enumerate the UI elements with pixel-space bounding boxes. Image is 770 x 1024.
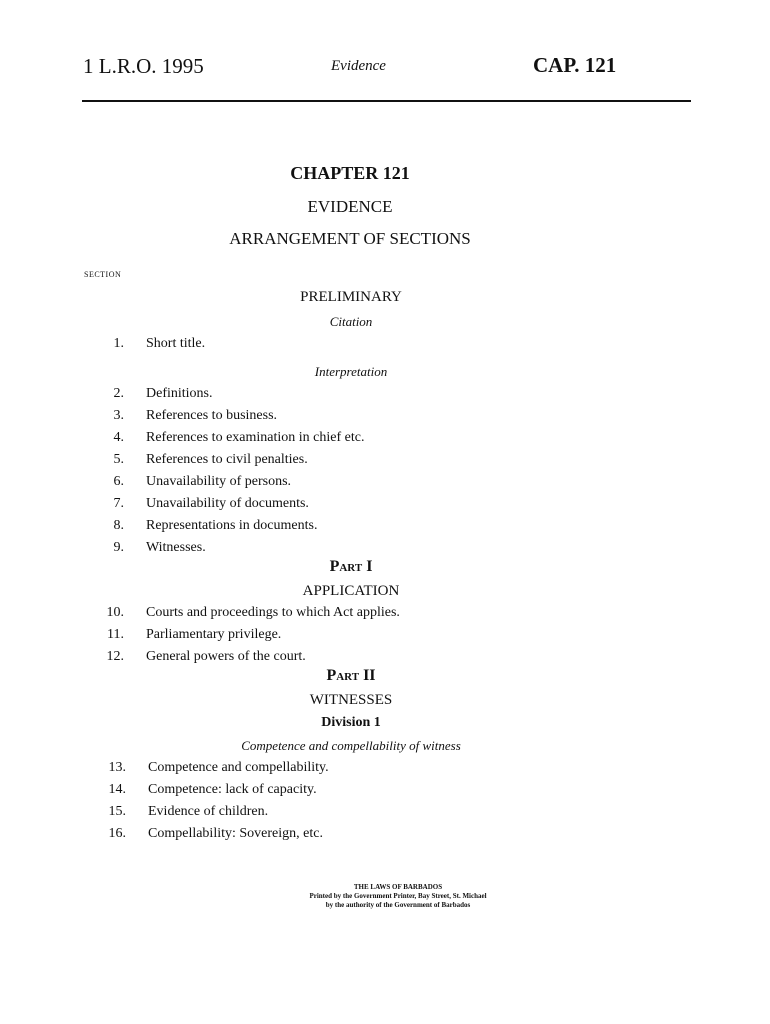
heading-competence: Competence and compellability of witness: [241, 738, 461, 753]
subject-title: EVIDENCE: [307, 197, 393, 216]
item-text: Evidence of children.: [148, 804, 269, 819]
item-text: Competence: lack of capacity.: [148, 782, 317, 797]
heading-interpretation: Interpretation: [314, 364, 388, 379]
heading-preliminary: PRELIMINARY: [300, 289, 402, 305]
chapter-title: CHAPTER 121: [290, 163, 410, 183]
item-text: Witnesses.: [146, 540, 206, 555]
header-left-lro: 1 L.R.O. 1995: [83, 54, 204, 78]
footer-laws-of-barbados: THE LAWS OF BARBADOS: [353, 883, 443, 891]
item-number: 15.: [108, 804, 126, 819]
heading-part-1: Part I: [329, 558, 373, 575]
item-text: General powers of the court.: [146, 649, 306, 664]
item-number: 9.: [113, 540, 124, 555]
item-number: 16.: [108, 826, 126, 841]
arrangement-title: ARRANGEMENT OF SECTIONS: [229, 229, 471, 248]
footer-authority: by the authority of the Government of Barbados: [325, 901, 471, 909]
item-number: 13.: [108, 760, 126, 775]
item-text: Parliamentary privilege.: [146, 627, 282, 642]
header-rule: [82, 100, 691, 102]
item-number: 2.: [113, 386, 124, 401]
item-number: 7.: [113, 496, 124, 511]
header-right-cap: CAP. 121: [533, 53, 617, 77]
item-text: Unavailability of persons.: [146, 474, 292, 489]
item-number: 4.: [113, 430, 124, 445]
item-number: 1.: [113, 336, 124, 351]
heading-application: APPLICATION: [302, 583, 400, 599]
header-center-title: Evidence: [331, 58, 386, 74]
item-text: Competence and compellability.: [148, 760, 329, 775]
section-column-label: SECTION: [84, 270, 122, 279]
item-text: Representations in documents.: [146, 518, 318, 533]
item-number: 10.: [106, 605, 124, 620]
item-text: References to civil penalties.: [146, 452, 308, 467]
heading-citation: Citation: [329, 314, 373, 329]
heading-division-1: Division 1: [321, 715, 381, 730]
item-text: Courts and proceedings to which Act applies.: [146, 605, 400, 620]
item-number: 6.: [113, 474, 124, 489]
item-text: References to business.: [146, 408, 278, 423]
heading-witnesses: WITNESSES: [309, 692, 393, 708]
item-text: Short title.: [146, 336, 206, 351]
heading-part-2: Part II: [326, 667, 376, 684]
item-number: 14.: [108, 782, 126, 797]
item-text: References to examination in chief etc.: [146, 430, 365, 445]
item-number: 12.: [106, 649, 124, 664]
footer-printed-by: Printed by the Government Printer, Bay Street, St. Michael: [309, 892, 487, 900]
item-text: Compellability: Sovereign, etc.: [148, 826, 323, 841]
item-text: Unavailability of documents.: [146, 496, 309, 511]
item-number: 3.: [113, 408, 124, 423]
item-number: 11.: [107, 627, 124, 642]
item-number: 5.: [113, 452, 124, 467]
item-number: 8.: [113, 518, 124, 533]
item-text: Definitions.: [146, 386, 213, 401]
